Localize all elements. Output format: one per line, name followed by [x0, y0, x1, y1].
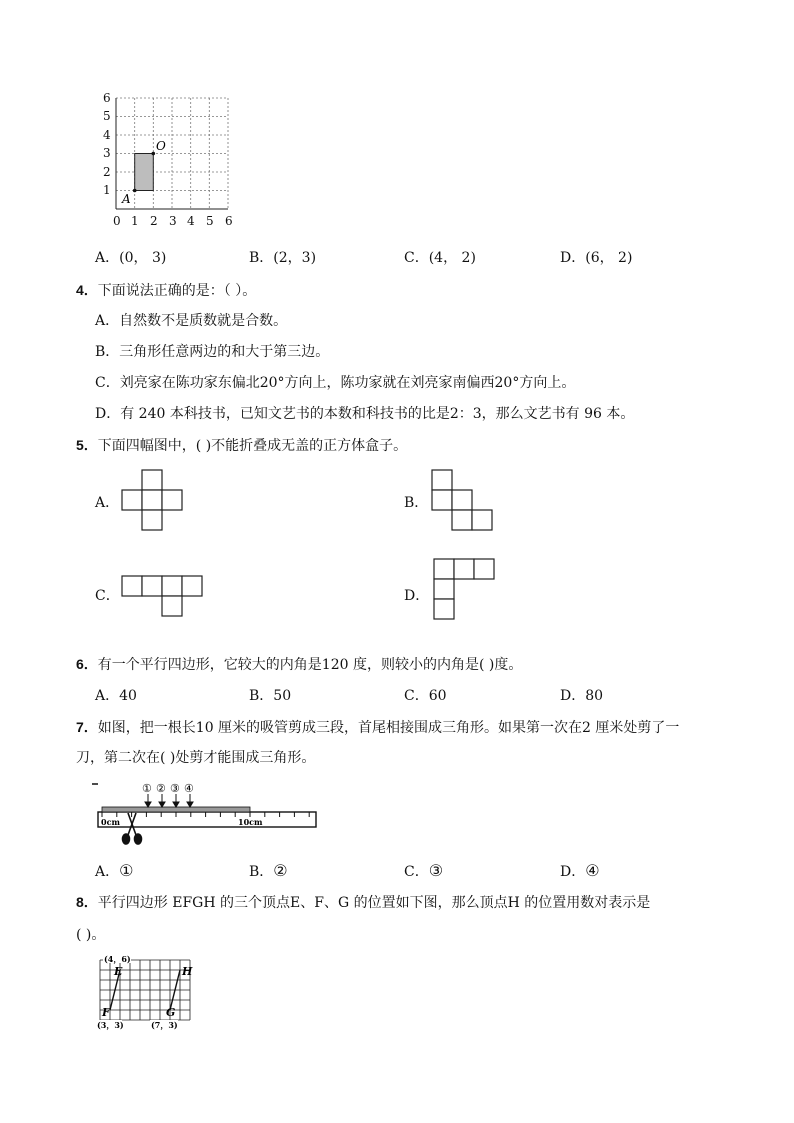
option-letter: D． [560, 864, 586, 880]
cut-marker-arrows [145, 794, 193, 807]
point-o-label: O [156, 139, 166, 153]
y-tick-label: 3 [103, 146, 111, 160]
question-6 [76, 657, 522, 672]
question-number: 4． [76, 282, 98, 298]
question-number: 8． [76, 894, 98, 910]
q4-option-a[interactable]: A．自然数不是质数就是合数。 [95, 313, 288, 329]
question-stem: 有一个平行四边形，它较大的内角是120 度，则较小的内角是( )度。 [97, 657, 523, 673]
q5-label-d[interactable]: D． [404, 588, 430, 604]
question-7 [76, 720, 679, 735]
y-tick-label: 1 [103, 183, 111, 197]
coordinate-grid-figure [95, 86, 245, 231]
option-text: ② [273, 861, 288, 880]
q6-option-c[interactable] [404, 689, 447, 703]
q4-option-c[interactable]: C．刘亮家在陈功家东偏北20°方向上，陈功家就在刘亮家南偏西20°方向上。 [95, 375, 576, 391]
question-8-line-2: ( )。 [76, 927, 106, 943]
ruler-start-label: 0cm [101, 817, 120, 827]
question-number: 6． [76, 656, 98, 672]
option-text: 60 [428, 688, 447, 704]
question-8 [76, 895, 650, 910]
q3-option-a[interactable] [95, 251, 166, 265]
question-number: 5． [76, 437, 98, 453]
q6-option-b[interactable] [249, 689, 291, 703]
question-7-line-2: 刀，第二次在( )处剪才能围成三角形。 [76, 750, 316, 766]
cut-marker-3: ③ [170, 782, 180, 795]
q7-option-d[interactable] [560, 863, 600, 879]
q7-option-c[interactable] [404, 863, 443, 879]
option-letter: A． [95, 864, 120, 880]
y-tick-label: 4 [103, 128, 111, 142]
option-text: 50 [273, 688, 292, 704]
x-tick-label: 4 [187, 214, 195, 228]
point-a-label: A [122, 192, 131, 206]
q5-label-c[interactable]: C． [95, 588, 120, 604]
point-a-dot [133, 189, 137, 193]
q7-option-b[interactable] [249, 863, 288, 879]
x-tick-label: 2 [150, 214, 158, 228]
question-stem-line-1: 平行四边形 EFGH 的三个顶点E、F、G 的位置如下图，那么顶点H 的位置用数对表示是 [97, 895, 651, 911]
option-letter: C． [404, 250, 429, 266]
cut-marker-2: ② [156, 782, 166, 795]
point-g-label: G [166, 1006, 176, 1019]
y-tick-label: 5 [103, 109, 111, 123]
option-text: (4， 2) [428, 250, 476, 266]
point-e-coord: (4，6) [104, 954, 131, 964]
x-tick-label: 3 [169, 214, 177, 228]
option-letter: C． [404, 688, 429, 704]
question-5 [76, 438, 407, 453]
option-text: ① [119, 861, 134, 880]
q4-option-b[interactable]: B．三角形任意两边的和大于第三边。 [95, 344, 330, 360]
option-text: (6， 2) [585, 250, 633, 266]
point-o-dot [152, 152, 156, 156]
x-tick-label: 0 [113, 214, 121, 228]
q3-option-b[interactable] [249, 251, 316, 265]
q5-label-a[interactable]: A． [95, 495, 120, 511]
x-tick-label: 1 [131, 214, 139, 228]
q4-option-d[interactable]: D．有 240 本科技书，已知文艺书的本数和科技书的比是2：3，那么文艺书有 96 本。 [95, 406, 635, 422]
grid-lines [116, 98, 228, 209]
point-g-coord: (7，3) [151, 1020, 178, 1030]
option-letter: B． [249, 688, 274, 704]
point-h-label: H [182, 965, 193, 978]
x-tick-label: 6 [225, 214, 233, 228]
parallelogram-grid-figure [94, 954, 200, 1032]
question-stem-line-1: 如图，把一根长10 厘米的吸管剪成三段，首尾相接围成三角形。如果第一次在2 厘米处剪了一 [97, 720, 680, 736]
option-text: 40 [119, 688, 137, 704]
option-text: (0， 3) [119, 250, 167, 266]
question-number: 7． [76, 719, 98, 735]
option-letter: D． [560, 250, 586, 266]
option-text: (2，3) [273, 250, 317, 266]
shaded-rectangle [135, 154, 154, 191]
option-letter: D． [560, 688, 586, 704]
point-e-label: E [114, 965, 123, 978]
question-stem: 下面四幅图中，( )不能折叠成无盖的正方体盒子。 [97, 438, 408, 454]
ruler-end-label: 10cm [238, 817, 263, 827]
option-letter: A． [95, 250, 120, 266]
q5-net-b-figure [430, 468, 496, 536]
q5-net-c-figure [120, 574, 208, 620]
option-text: ③ [428, 861, 444, 880]
question-stem: 下面说法正确的是：（ ）。 [97, 283, 257, 299]
option-letter: A． [95, 688, 120, 704]
straw-ruler-figure [92, 780, 320, 848]
q5-net-a-figure [120, 468, 186, 534]
q3-option-c[interactable] [404, 251, 476, 265]
option-text: 80 [585, 688, 604, 704]
q5-label-b[interactable]: B． [404, 495, 429, 511]
y-tick-label: 2 [103, 165, 111, 179]
q7-option-a[interactable] [95, 863, 133, 879]
x-tick-label: 5 [206, 214, 214, 228]
option-text: ④ [585, 861, 600, 880]
q5-net-d-figure [432, 557, 500, 625]
option-letter: B． [249, 250, 274, 266]
option-letter: B． [249, 864, 274, 880]
cut-marker-4: ④ [184, 782, 194, 795]
option-letter: C． [404, 864, 429, 880]
point-f-label: F [102, 1006, 110, 1019]
q6-option-d[interactable] [560, 689, 603, 703]
cut-marker-1: ① [142, 782, 152, 795]
q3-option-d[interactable] [560, 251, 632, 265]
point-f-coord: (3，3) [97, 1020, 124, 1030]
y-tick-label: 6 [103, 91, 111, 105]
question-4 [76, 283, 256, 298]
q6-option-a[interactable] [95, 689, 137, 703]
